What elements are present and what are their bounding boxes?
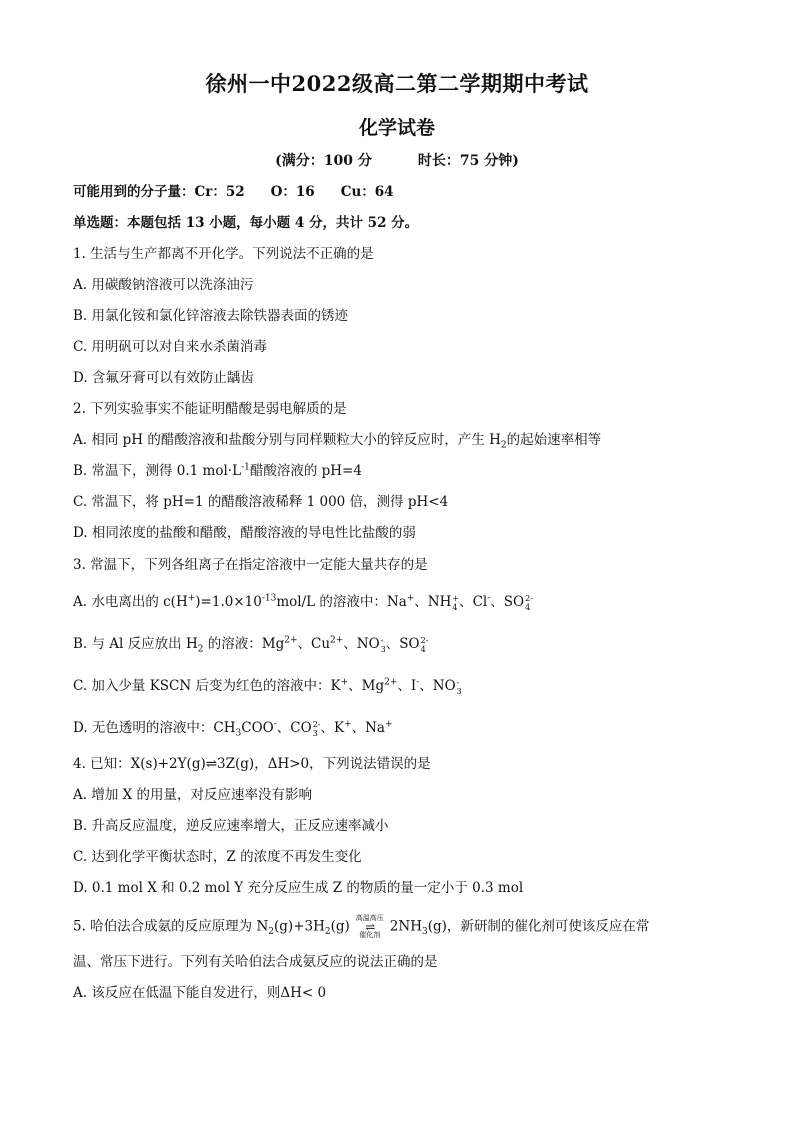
q4-option-c: C. 达到化学平衡状态时，Z 的浓度不再发生变化 xyxy=(73,849,362,865)
score-text: (满分：100 分 xyxy=(275,153,372,169)
q3-stem: 3. 常温下，下列各组离子在指定溶液中一定能大量共存的是 xyxy=(73,557,428,573)
q4-option-d: D. 0.1 mol X 和 0.2 mol Y 充分反应生成 Z 的物质的量一定小于 0.3 mol xyxy=(73,880,524,896)
q4-option-a: A. 增加 X 的用量，对反应速率没有影响 xyxy=(73,787,313,803)
q3-option-b: B. 与 Al 反应放出 $H_2$ 的溶液：$Mg^{2+}$、$Cu^{2+}$、NO - 3 、SO 2- 4 xyxy=(73,635,429,655)
q1-option-d: D. 含氟牙膏可以有效防止龋齿 xyxy=(73,370,254,386)
q1-option-b: B. 用氯化铵和氯化锌溶液去除铁器表面的锈迹 xyxy=(73,308,349,324)
reaction-condition: 高温高压 ⇌ 催化剂 xyxy=(355,914,384,939)
q2-option-c: C. 常温下，将 pH=1 的醋酸溶液稀释 1 000 倍，测得 pH<4 xyxy=(73,494,449,510)
section-heading: 单选题：本题包括 13 小题，每小题 4 分，共计 52 分。 xyxy=(73,215,419,231)
q1-option-a: A. 用碳酸钠溶液可以洗涤油污 xyxy=(73,277,254,293)
q4-option-b: B. 升高反应温度，逆反应速率增大，正反应速率减小 xyxy=(73,818,389,834)
q5-stem-continued: 温、常压下进行。下列有关哈伯法合成氨反应的说法正确的是 xyxy=(73,954,438,970)
page-subtitle: 化学试卷 xyxy=(358,117,435,139)
atomic-masses: 可能用到的分子量：Cr：52 O：16 Cu：64 xyxy=(73,184,394,200)
q2-option-a: A. 相同 pH 的醋酸溶液和盐酸分别与同样颗粒大小的锌反应时，产生 $H_2$的起始速率相等 xyxy=(73,432,602,451)
q2-stem: 2. 下列实验事实不能证明醋酸是弱电解质的是 xyxy=(73,401,347,417)
q5-option-a: A. 该反应在低温下能自发进行，则ΔH< 0 xyxy=(73,985,327,1001)
q3-option-a: A. 水电离出的 $c(H^+)=1.0\times 10^{-13}mol/L$ 的溶液中：Na+、NH + 4 、Cl-、SO 2- 4 xyxy=(73,593,533,612)
q1-stem: 1. 生活与生产都离不开化学。下列说法不正确的是 xyxy=(73,246,374,262)
q2-option-b: B. 常温下，测得 0.1 $mol\cdot L^{-1}$醋酸溶液的 pH=4 xyxy=(73,462,362,479)
time-text: 时长：75 分钟) xyxy=(417,153,519,169)
equilibrium-arrow-icon: ⇌ xyxy=(365,920,375,934)
q3-option-c: C. 加入少量 KSCN 后变为红色的溶液中：K+、$Mg^{2+}$、I-、NO - 3 xyxy=(73,677,462,696)
q5-stem: 5. 哈伯法合成氨的反应原理为 $N_2(g)+3H_2(g)$ 高温高压 ⇌ 催化剂 $2NH_3(g)$，新研制的催化剂可使该反应在常 xyxy=(73,914,650,939)
q2-option-d: D. 相同浓度的盐酸和醋酸，醋酸溶液的导电性比盐酸的弱 xyxy=(73,525,416,541)
page-title: 徐州一中2022级高二第二学期期中考试 xyxy=(205,71,589,96)
q4-stem: 4. 已知：X(s)+2Y(g)⇌3Z(g)，ΔH>0，下列说法错误的是 xyxy=(73,756,431,772)
exam-meta xyxy=(0,150,794,170)
q3-option-d: D. 无色透明的溶液中：$CH_3COO^-$、CO 2- 3 、K+、Na+ xyxy=(73,719,393,739)
q1-option-c: C. 用明矾可以对自来水杀菌消毒 xyxy=(73,339,267,355)
